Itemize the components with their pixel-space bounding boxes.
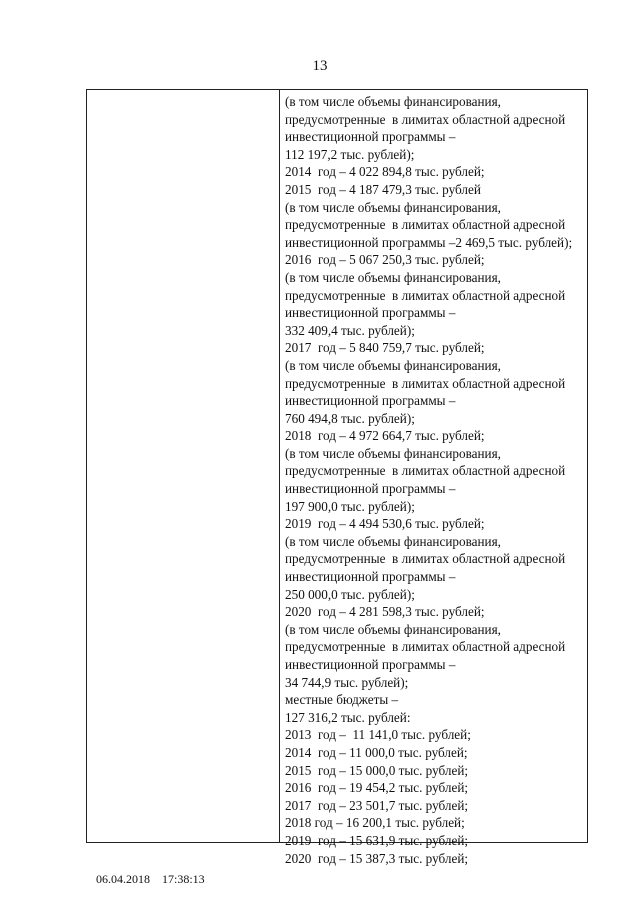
- text-line: 2020 год – 15 387,3 тыс. рублей;: [285, 850, 469, 866]
- text-line: 2017 год – 5 840 759,7 тыс. рублей;: [285, 340, 485, 356]
- text-line: 2018 год – 16 200,1 тыс. рублей;: [285, 815, 465, 831]
- text-line: 127 316,2 тыс. рублей:: [285, 709, 411, 725]
- text-line: 2015 год – 15 000,0 тыс. рублей;: [285, 762, 469, 778]
- text-line: местные бюджеты –: [285, 692, 399, 708]
- table-cell-text: [285, 93, 585, 867]
- page-number: 13: [312, 58, 328, 74]
- text-line: (в том числе объемы финансирования,: [285, 357, 501, 373]
- text-line: 197 900,0 тыс. рублей);: [285, 498, 415, 514]
- text-line: 2013 год – 11 141,0 тыс. рублей;: [285, 727, 471, 743]
- text-line: 250 000,0 тыс. рублей);: [285, 586, 415, 602]
- text-line: (в том числе объемы финансирования,: [285, 621, 501, 637]
- text-line: (в том числе объемы финансирования,: [285, 445, 501, 461]
- text-line: 2018 год – 4 972 664,7 тыс. рублей;: [285, 428, 485, 444]
- text-line: инвестиционной программы –: [285, 393, 456, 409]
- text-line: 2016 год – 19 454,2 тыс. рублей;: [285, 780, 469, 796]
- text-line: 34 744,9 тыс. рублей);: [285, 674, 409, 690]
- text-line: (в том числе объемы финансирования,: [285, 533, 501, 549]
- text-line: инвестиционной программы –: [285, 481, 456, 497]
- text-line: (в том числе объемы финансирования,: [285, 269, 501, 285]
- text-line: 2019 год – 15 631,9 тыс. рублей;: [285, 832, 469, 848]
- text-line: инвестиционной программы –: [285, 305, 456, 321]
- text-line: 332 409,4 тыс. рублей);: [285, 322, 415, 338]
- text-line: 760 494,8 тыс. рублей);: [285, 410, 415, 426]
- text-line: 2015 год – 4 187 479,3 тыс. рублей: [285, 181, 481, 197]
- table-column-divider: [279, 90, 280, 842]
- text-line: предусмотренные в лимитах областной адресной: [285, 551, 566, 567]
- text-line: 112 197,2 тыс. рублей);: [285, 146, 415, 162]
- text-line: (в том числе объемы финансирования,: [285, 94, 501, 109]
- text-line: 2014 год – 4 022 894,8 тыс. рублей;: [285, 164, 485, 180]
- footer-date: 06.04.2018: [96, 872, 150, 886]
- text-line: предусмотренные в лимитах областной адресной: [285, 375, 566, 391]
- text-line: инвестиционной программы –: [285, 129, 456, 145]
- text-line: 2014 год – 11 000,0 тыс. рублей;: [285, 744, 468, 760]
- text-line: предусмотренные в лимитах областной адресной: [285, 217, 566, 233]
- text-line: 2017 год – 23 501,7 тыс. рублей;: [285, 797, 469, 813]
- text-line: инвестиционной программы –: [285, 657, 456, 672]
- text-line: 2016 год – 5 067 250,3 тыс. рублей;: [285, 252, 485, 268]
- text-line: предусмотренные в лимитах областной адресной: [285, 287, 566, 303]
- text-line: предусмотренные в лимитах областной адресной: [285, 639, 566, 655]
- text-line: 2019 год – 4 494 530,6 тыс. рублей;: [285, 516, 485, 532]
- text-line: инвестиционной программы –2 469,5 тыс. рублей);: [285, 234, 573, 250]
- footer-timestamp: [96, 872, 205, 886]
- text-line: (в том числе объемы финансирования,: [285, 199, 501, 215]
- document-table: [86, 89, 588, 866]
- text-line: инвестиционной программы –: [285, 569, 456, 585]
- text-line: 2020 год – 4 281 598,3 тыс. рублей;: [285, 604, 485, 620]
- text-line: предусмотренные в лимитах областной адресной: [285, 111, 566, 127]
- text-line: предусмотренные в лимитах областной адресной: [285, 463, 566, 479]
- footer-time: 17:38:13: [162, 872, 205, 886]
